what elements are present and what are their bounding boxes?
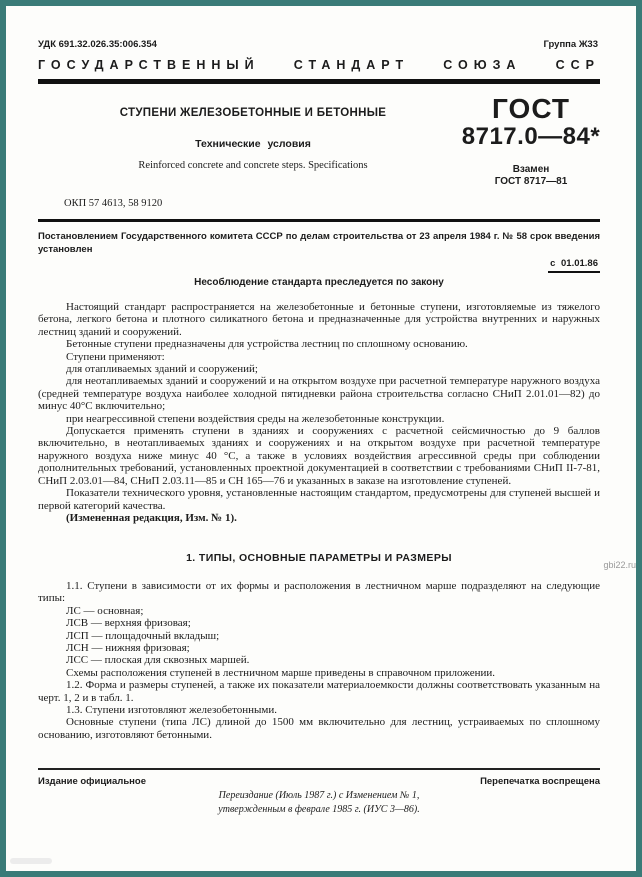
body-paragraph: для неотапливаемых зданий и сооружений и на открытом воздухе при расчетной температуре наружного воздуха (средней температуре воздуха наиболее холодной пятидневки района строительства согласно СНиП 2.01.01—82) до минус 40°С включительно; xyxy=(38,375,600,413)
udk-code: УДК 691.32.026.35:006.354 xyxy=(38,39,157,50)
reissue-line: Переиздание (Июль 1987 г.) с Изменением № 1, xyxy=(218,790,420,801)
intro-section xyxy=(38,301,600,524)
body-paragraph: Ступени применяют: xyxy=(66,350,165,363)
body-paragraph: 1.3. Ступени изготовляют железобетонными. xyxy=(66,704,277,717)
header-word: СОЮЗА xyxy=(443,58,522,72)
header-word: ССР xyxy=(555,58,600,72)
body-paragraph: Основные ступени (типа ЛС) длиной до 1500 мм включительно для лестниц, устраиваемых по сплошному основанию, изготовляют бетонными. xyxy=(38,716,600,741)
body-paragraph: при неагрессивной степени воздействия среды на железобетонные конструкции. xyxy=(66,412,445,425)
gost-label: ГОСТ xyxy=(492,93,570,124)
okp-code: ОКП 57 4613, 58 9120 xyxy=(64,198,163,209)
body-paragraph: Допускается применять ступени в зданиях и сооружениях с расчетной сейсмичностью до 9 баллов включительно, в неотапливаемых зданиях и сооружениях и на открытом воздухе при расчетной температуре наружного воздуха ниже минус 40 °С, а также в условиях воздействия агрессивной среды при соблюдении дополнительных требований, установленных проектной документацией в соответствии с требованиями СНиП II-7-81, СНиП 2.03.01—84, СНиП 2.03.11—85 и СН 165—76 и указанных в заказе на изготовление ступеней. xyxy=(38,425,600,487)
reissue-note xyxy=(38,789,600,816)
state-standard-header xyxy=(38,58,600,72)
body-paragraph: для отапливаемых зданий и сооружений; xyxy=(66,363,258,376)
body-paragraph: 1.1. Ступени в зависимости от их формы и расположения в лестничном марше подразделяют на следующие типы: xyxy=(38,580,600,605)
replaces-block xyxy=(448,164,614,188)
gost-number: 8717.0—84* xyxy=(461,123,601,150)
body-paragraph: Схемы расположения ступеней в лестничном марше приведены в справочном приложении. xyxy=(66,666,495,679)
type-list-item: ЛСП — площадочный вкладыш; xyxy=(66,629,220,642)
type-list-item: ЛСС — плоская для сквозных маршей. xyxy=(66,654,250,667)
section-1-heading: 1. ТИПЫ, ОСНОВНЫЕ ПАРАМЕТРЫ И РАЗМЕРЫ xyxy=(186,552,452,564)
body-paragraph: Бетонные ступени предназначены для устройства лестниц по сплошному основанию. xyxy=(66,338,468,351)
body-paragraph: Настоящий стандарт распространяется на железобетонные и бетонные ступени, изготовляемые из тяжелого бетона, легкого бетона и плотного силикатного бетона и предназначенные для устройства внутренних и наружных лестниц зданий и сооружений. xyxy=(38,301,600,338)
scan-artifact xyxy=(10,858,52,864)
header-rule xyxy=(38,79,600,84)
body-paragraph: 1.2. Форма и размеры ступеней, а также их показатели материалоемкости должны соответствовать указанным на черт. 1, 2 и в табл. 1. xyxy=(38,679,600,704)
section-1-body xyxy=(38,580,600,741)
header-word: СТАНДАРТ xyxy=(293,58,410,72)
type-list-item: ЛС — основная; xyxy=(66,604,144,617)
document-subtitle-en: Reinforced concrete and concrete steps. Specifications xyxy=(138,160,368,171)
official-edition-label: Издание официальное xyxy=(38,776,146,787)
body-paragraph: Показатели технического уровня, установленные настоящим стандартом, предусмотрены для ступеней высшей и первой категорий качества. xyxy=(38,487,600,512)
header-word: ГОСУДАРСТВЕННЫЙ xyxy=(38,58,260,72)
gost-designation-block xyxy=(448,95,614,188)
reprint-forbidden-label: Перепечатка воспрещена xyxy=(480,776,600,787)
footer-rule xyxy=(38,768,600,770)
law-notice: Несоблюдение стандарта преследуется по закону xyxy=(194,277,444,288)
group-code: Группа Ж33 xyxy=(543,39,598,50)
document-subtitle-ru: Технические условия xyxy=(195,138,311,150)
reissue-line: утвержденным в феврале 1985 г. (ИУС 3—86). xyxy=(218,803,420,815)
effective-date: с 01.01.86 xyxy=(548,258,600,273)
type-list-item: ЛСН — нижняя фризовая; xyxy=(66,642,190,655)
document-title: СТУПЕНИ ЖЕЛЕЗОБЕТОННЫЕ И БЕТОННЫЕ xyxy=(119,107,387,119)
site-watermark: gbi22.ru xyxy=(603,560,636,570)
decree-text: Постановлением Государственного комитета СССР по делам строительства от 23 апреля 1984 г. № 58 срок введения установлен xyxy=(38,231,600,255)
separator-rule xyxy=(38,219,600,222)
amendment-note: (Измененная редакция, Изм. № 1). xyxy=(66,511,237,524)
replaces-label: Взамен xyxy=(512,164,550,175)
type-list-item: ЛСВ — верхняя фризовая; xyxy=(66,617,191,630)
replaces-number: ГОСТ 8717—81 xyxy=(494,176,568,187)
